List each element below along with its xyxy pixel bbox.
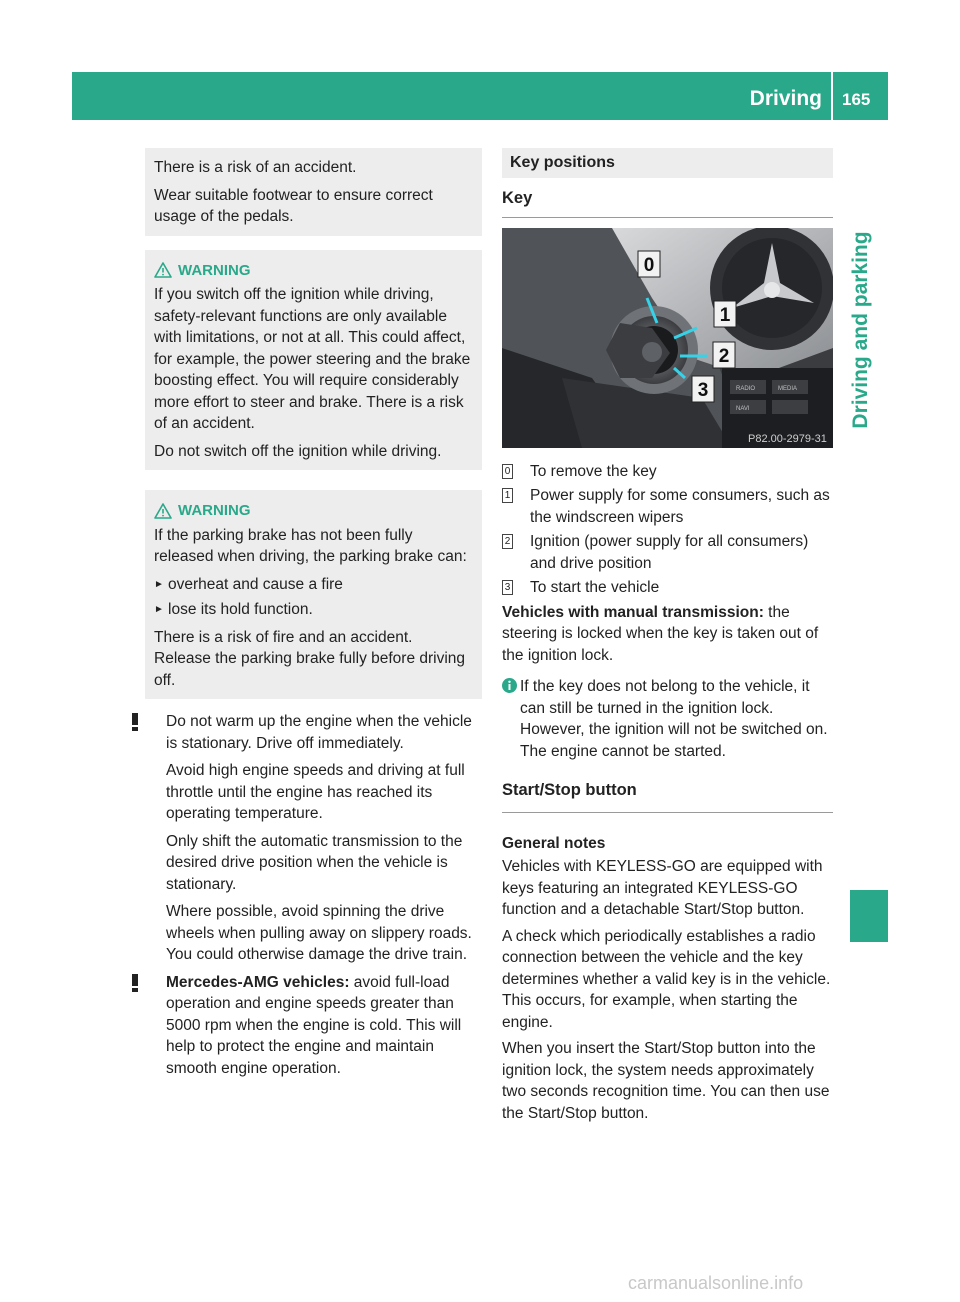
position-number: 0 [502,464,513,479]
manual-transmission-paragraph: Vehicles with manual transmission: the steering is locked when the key is taken out of the ignition lock. [502,603,819,664]
warning-box-ignition [145,250,482,471]
exclamation-icon [128,973,142,992]
note-paragraph: Mercedes-AMG vehicles: avoid full-load operation and engine speeds greater than 5000 rpm when the engine is cold. This will help to protect the engine and maintain smooth engine operation. [166,973,462,1077]
warning-box-parking-brake [145,490,482,699]
general-notes-heading: General notes [502,834,606,852]
warning-tail: Do not switch off the ignition while driving. [154,442,442,460]
header-section-title: Driving [749,87,822,110]
warning-title [154,260,473,282]
warning-body: If you switch off the ignition while driving, safety-relevant functions are only available with limitations, or not at all. This could affect, for example, the power steering and the brake boosting effect. You will require considerably more effort to steer and brake. There is a risk of an accident. [154,286,471,432]
callout-0: 0 [643,254,655,276]
note-paragraph: Only shift the automatic transmission to the desired drive position when the vehicle is stationary. [166,832,463,893]
right-column [502,148,833,1129]
list-item: 0 To remove the key [502,461,833,483]
list-item: 2 Ignition (power supply for all consumers) and drive position [502,531,833,574]
info-note [502,676,833,762]
key-heading: Key [502,188,833,218]
warning-tail: There is a risk of fire and an accident. Release the parking brake fully before driving off. [154,628,466,689]
header-separator [831,72,833,120]
watermark-text: carmanualsonline.info [628,1273,804,1293]
warning-bullets [154,574,473,621]
info-text: If the key does not belong to the vehicle, it can still be turned in the ignition lock. However, the ignition will not be switched on. The engine cannot be started. [520,678,828,760]
key-positions-photo [502,228,833,448]
key-positions-legend [502,461,833,599]
accident-risk-box [145,148,482,236]
warning-title [154,500,473,522]
exclamation-icon [128,712,142,731]
list-item: 3 To start the vehicle [502,577,833,599]
startstop-heading: Start/Stop button [502,780,833,813]
callout-2: 2 [718,345,730,367]
figure-code: P82.00-2979-31 [748,432,827,445]
radio-button-label: RADIO [736,385,756,392]
general-paragraph: When you insert the Start/Stop button into the ignition lock, the system needs approximately two seconds recognition time. You can then use the Start/Stop button. [502,1040,830,1122]
media-button-label: MEDIA [778,385,798,392]
general-paragraph: A check which periodically establishes a radio connection between the vehicle and the key determines whether a valid key is in the vehicle. This occurs, for example, when starting the engine. [502,927,831,1031]
page-number: 165 [842,90,871,109]
callout-1: 1 [719,304,731,326]
ignition-lock-illustration [502,228,833,448]
note-paragraph: Where possible, avoid spinning the drive wheels when pulling away on slippery roads. You could otherwise damage the drive train. [166,903,472,963]
note-paragraph: Do not warm up the engine when the vehicle is stationary. Drive off immediately. [166,713,472,752]
warning-intro: If the parking brake has not been fully released when driving, the parking brake can: [154,526,467,565]
position-number: 1 [502,488,513,503]
risk-line: There is a risk of an accident. [154,159,357,176]
bullet-icon: ► [154,604,164,615]
callout-3: 3 [697,379,709,401]
section-heading: Key positions [502,148,833,178]
list-item: 1 Power supply for some consumers, such as the windscreen wipers [502,485,833,528]
general-paragraph: Vehicles with KEYLESS-GO are equipped with keys featuring an integrated KEYLESS-GO function and a detachable Start/Stop button. [502,858,823,918]
caution-note-amg [128,972,482,1080]
list-item: ► overheat and cause a fire [154,574,473,596]
position-number: 2 [502,534,513,549]
list-item: ► lose its hold function. [154,599,473,621]
caution-note-warmup [128,711,482,966]
warning-title-text: WARNING [178,261,251,279]
warning-triangle-icon [154,261,172,279]
side-tab-marker [850,890,888,942]
bullet-icon: ► [154,578,164,590]
warning-title-text: WARNING [178,502,251,519]
side-tab-label: Driving and parking [849,231,872,429]
warning-triangle-icon [154,502,172,520]
left-column [145,148,482,1085]
info-icon [502,678,517,693]
note-paragraph: Avoid high engine speeds and driving at full throttle until the engine has reached its operating temperature. [166,762,465,822]
navi-button-label: NAVI [736,405,750,412]
position-number: 3 [502,580,513,595]
footwear-line: Wear suitable footwear to ensure correct usage of the pedals. [154,186,433,225]
